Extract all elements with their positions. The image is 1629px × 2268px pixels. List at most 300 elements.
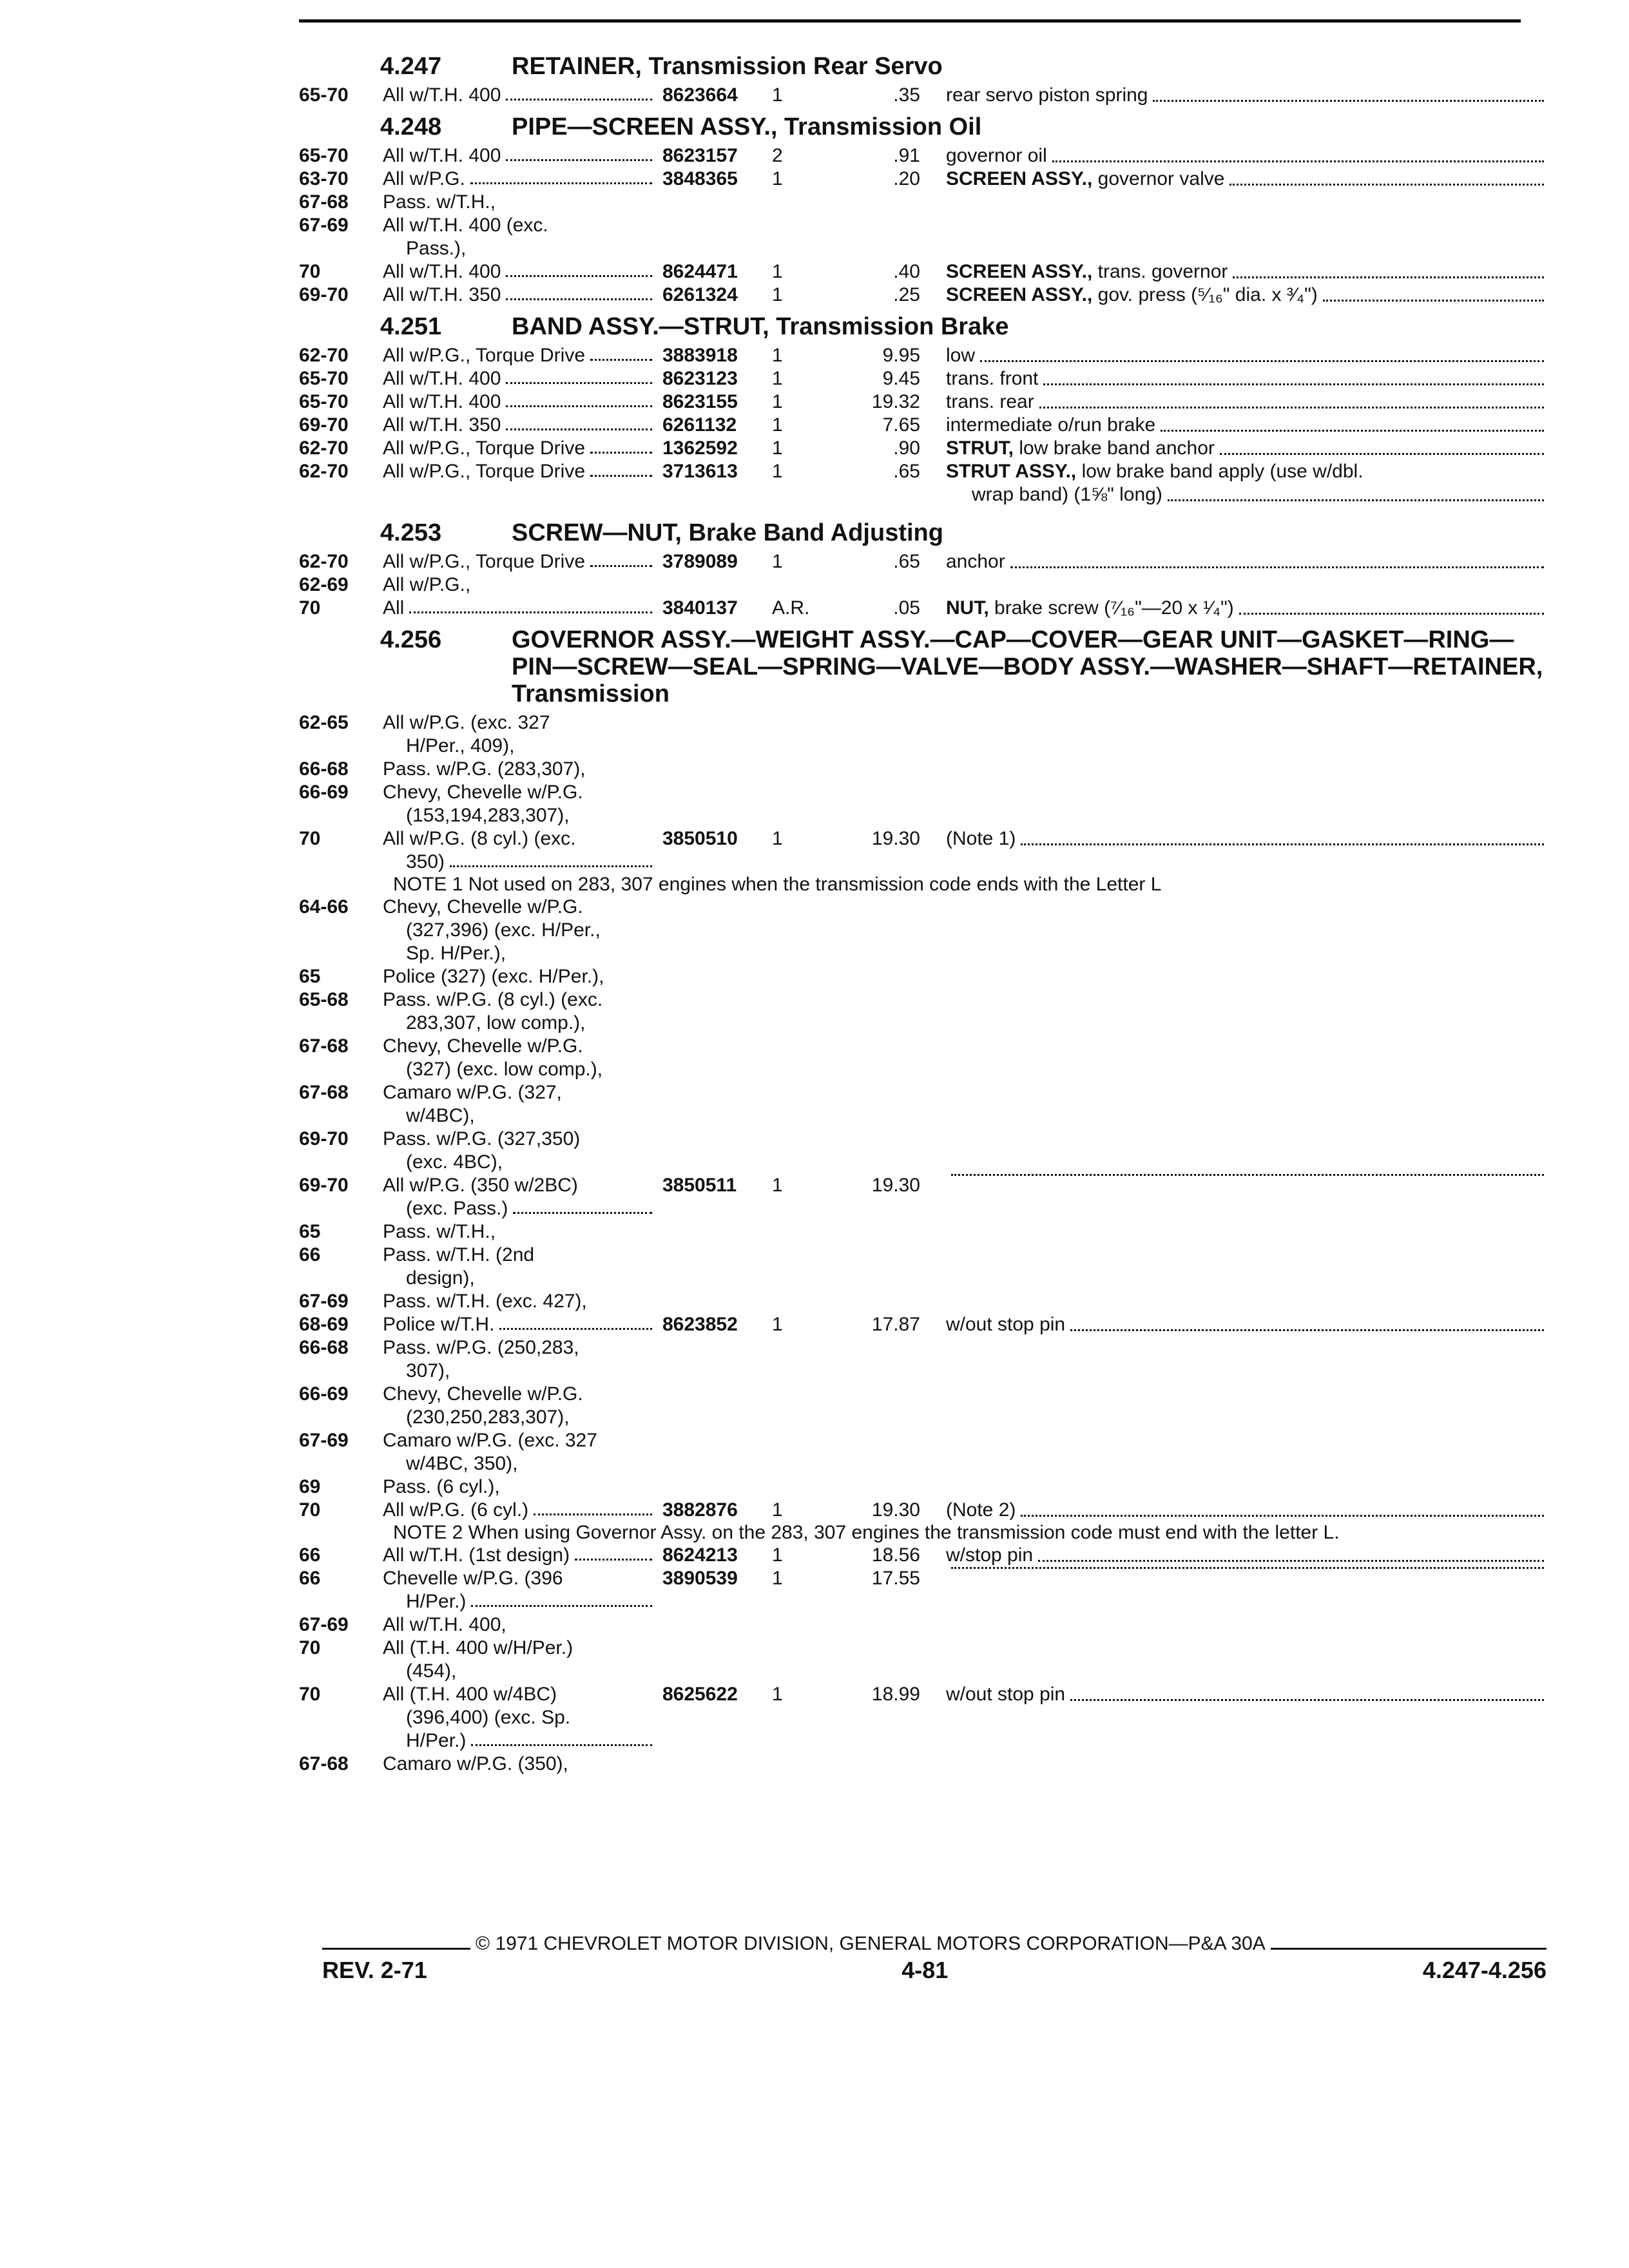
section-title: BAND ASSY.—STRUT, Transmission Brake <box>512 313 1009 340</box>
part-number: 8623157 <box>662 145 738 166</box>
application-line: H/Per.) <box>406 1591 467 1612</box>
parts-row <box>299 1081 1544 1128</box>
model-years: 62-70 <box>299 345 349 366</box>
application-leader <box>506 298 652 300</box>
application-line: All w/T.H. 350 <box>383 284 501 305</box>
description-text <box>946 1683 1065 1706</box>
part-number: 3890539 <box>662 1568 738 1589</box>
application <box>383 367 662 390</box>
section-number: 4.248 <box>380 113 442 140</box>
application-line: Camaro w/P.G. (327, <box>383 1082 562 1103</box>
parts-row <box>299 1035 1544 1081</box>
parts-row <box>299 597 1544 620</box>
description-text <box>946 1499 1016 1522</box>
quantity: 1 <box>772 345 783 366</box>
description-bold: STRUT ASSY., <box>946 461 1077 482</box>
parts-row <box>299 1383 1544 1429</box>
description-text <box>946 260 1228 284</box>
model-years: 67-69 <box>299 1430 349 1451</box>
part-number: 3883918 <box>662 345 738 366</box>
parts-row <box>299 1753 1544 1776</box>
section-heading <box>299 626 1544 707</box>
application <box>383 284 662 307</box>
parts-row <box>299 1499 1544 1522</box>
part-description <box>946 597 1544 620</box>
copyright-text: © 1971 CHEVROLET MOTOR DIVISION, GENERAL MOTORS CORPORATION—P&A 30A <box>476 1933 1266 1954</box>
model-years: 69-70 <box>299 414 349 436</box>
model-years: 67-69 <box>299 215 349 236</box>
page-number: 4-81 <box>901 1957 949 1983</box>
application-line: All w/T.H. 400 (exc. <box>383 215 548 236</box>
application-line: Police (327) (exc. H/Per.), <box>383 966 604 987</box>
application-line: Pass. w/T.H. (2nd <box>383 1244 535 1265</box>
application <box>383 550 662 573</box>
application <box>383 1567 662 1613</box>
parts-row <box>299 896 1544 965</box>
model-years: 64-66 <box>299 896 349 918</box>
quantity: A.R. <box>772 597 810 619</box>
model-years: 69-70 <box>299 1175 349 1196</box>
list-price: 9.45 <box>882 368 920 389</box>
description-bold: NUT, <box>946 597 989 619</box>
application-line: (230,250,283,307), <box>406 1407 570 1428</box>
application-line: H/Per., 409), <box>406 735 515 756</box>
footer-rule-left <box>322 1948 470 1950</box>
application-line: All w/P.G., Torque Drive <box>383 461 586 482</box>
parts-row <box>299 367 1544 390</box>
model-years: 69-70 <box>299 1128 349 1149</box>
parts-row <box>299 1336 1544 1383</box>
application-leader <box>590 452 652 454</box>
parts-row <box>299 437 1544 460</box>
application-line: All w/T.H. 400 <box>383 145 501 166</box>
application <box>383 1290 662 1313</box>
application <box>383 988 662 1035</box>
parts-row <box>299 390 1544 414</box>
application-line: All w/T.H. 400 <box>383 84 501 106</box>
description-text <box>946 84 1148 107</box>
application <box>383 1544 662 1567</box>
application-line: All w/T.H. 350 <box>383 414 501 436</box>
list-price: .25 <box>893 284 920 305</box>
application-line: (454), <box>406 1660 457 1682</box>
description-plain: intermediate o/run brake <box>946 414 1156 436</box>
description-plain: w/out stop pin <box>946 1314 1066 1335</box>
application <box>383 1499 662 1522</box>
model-years: 66-69 <box>299 782 349 803</box>
section-heading <box>299 313 1544 340</box>
application <box>383 1313 662 1336</box>
application <box>383 168 662 191</box>
application-line: Sp. H/Per.), <box>406 943 506 964</box>
list-price: 18.99 <box>871 1684 920 1705</box>
quantity: 1 <box>772 437 783 459</box>
description-plain: anchor <box>946 551 1005 572</box>
parts-catalog-page <box>299 46 1544 1776</box>
application-leader <box>470 182 652 184</box>
quantity: 2 <box>772 145 783 166</box>
parts-row <box>299 965 1544 988</box>
model-years: 66 <box>299 1544 321 1566</box>
description-text <box>946 144 1047 168</box>
application-leader <box>450 865 652 867</box>
application <box>383 1753 662 1776</box>
application <box>383 1244 662 1290</box>
parts-row <box>299 1613 1544 1637</box>
application-line: All <box>383 597 405 619</box>
description-bold: SCREEN ASSY., <box>946 168 1093 189</box>
parts-row <box>299 260 1544 284</box>
application-leader <box>534 1514 652 1515</box>
quantity: 1 <box>772 1314 783 1335</box>
section-heading <box>299 113 1544 140</box>
list-price: 7.65 <box>882 414 920 436</box>
part-description <box>946 1567 1544 1574</box>
parts-row <box>299 1637 1544 1683</box>
parts-row <box>299 1475 1544 1499</box>
section-title: PIPE—SCREEN ASSY., Transmission Oil <box>512 113 982 140</box>
model-years: 63-70 <box>299 168 349 189</box>
section-range: 4.247-4.256 <box>1422 1957 1547 1983</box>
application <box>383 1336 662 1383</box>
application-leader <box>506 405 652 407</box>
model-years: 66 <box>299 1568 321 1589</box>
model-years: 62-70 <box>299 551 349 572</box>
dot-leader <box>1229 184 1544 186</box>
application <box>383 827 662 874</box>
part-description <box>946 367 1544 390</box>
application-line: Pass. w/P.G. (8 cyl.) (exc. <box>383 989 603 1010</box>
dot-leader <box>951 1174 1544 1176</box>
description-text <box>946 460 1364 483</box>
part-description <box>946 414 1544 437</box>
application-line: (327) (exc. low comp.), <box>406 1059 603 1080</box>
footer-rule-right <box>1271 1948 1547 1950</box>
quantity: 1 <box>772 1684 783 1705</box>
application-line: All w/P.G., <box>383 574 471 595</box>
model-years: 62-69 <box>299 574 349 595</box>
parts-row <box>299 214 1544 260</box>
description-text <box>946 550 1005 573</box>
part-description <box>946 827 1544 850</box>
parts-row <box>299 827 1544 874</box>
description-text-2: wrap band) (1⅝" long) <box>972 484 1162 505</box>
dot-leader <box>1070 1699 1544 1701</box>
dot-leader <box>1039 407 1544 408</box>
application-line: Chevy, Chevelle w/P.G. <box>383 782 583 803</box>
model-years: 70 <box>299 261 321 282</box>
quantity: 1 <box>772 391 783 412</box>
application <box>383 1081 662 1128</box>
dot-leader <box>1010 566 1544 568</box>
description-text <box>946 344 975 367</box>
model-years: 70 <box>299 1499 321 1521</box>
parts-row <box>299 84 1544 107</box>
model-years: 62-65 <box>299 712 349 733</box>
application-leader <box>506 275 652 277</box>
quantity: 1 <box>772 1175 783 1196</box>
application <box>383 84 662 107</box>
footnote: NOTE 2 When using Governor Assy. on the 283, 307 engines the transmission code must end with the letter L. <box>393 1522 1340 1543</box>
part-number: 3850510 <box>662 828 738 849</box>
model-years: 67-69 <box>299 1291 349 1312</box>
description-continued <box>946 483 1544 506</box>
parts-row <box>299 144 1544 168</box>
description-plain: trans. front <box>946 368 1039 389</box>
application-line: (exc. Pass.) <box>406 1198 508 1219</box>
catalog-section <box>299 519 1544 620</box>
parts-row <box>299 1244 1544 1290</box>
application <box>383 711 662 758</box>
catalog-section <box>299 53 1544 107</box>
part-description <box>946 550 1544 573</box>
part-number: 8624213 <box>662 1544 738 1566</box>
part-description <box>946 344 1544 367</box>
application-line: All w/P.G. (exc. 327 <box>383 712 550 733</box>
model-years: 70 <box>299 597 321 619</box>
dot-leader <box>1070 1329 1544 1331</box>
part-number: 3713613 <box>662 461 738 482</box>
application <box>383 1475 662 1499</box>
part-number: 8625622 <box>662 1684 738 1705</box>
parts-row <box>299 573 1544 597</box>
application <box>383 460 662 483</box>
parts-row <box>299 168 1544 191</box>
quantity: 1 <box>772 1499 783 1521</box>
dot-leader <box>1220 453 1544 455</box>
description-plain: governor oil <box>946 145 1047 166</box>
part-number: 3850511 <box>662 1175 737 1196</box>
parts-row <box>299 781 1544 827</box>
part-description <box>946 284 1544 307</box>
dot-leader <box>1161 430 1544 432</box>
list-price: .20 <box>893 168 920 189</box>
description-text <box>946 284 1318 307</box>
catalog-section <box>299 113 1544 307</box>
application-leader <box>471 1744 652 1746</box>
dot-leader <box>980 360 1544 362</box>
application <box>383 1383 662 1429</box>
revision-label: REV. 2-71 <box>322 1957 427 1983</box>
model-years: 66 <box>299 1244 321 1265</box>
application-line: All w/T.H. 400 <box>383 261 501 282</box>
model-years: 67-68 <box>299 1035 349 1057</box>
application-line: All w/P.G. (350 w/2BC) <box>383 1175 578 1196</box>
list-price: .90 <box>893 437 920 459</box>
description-plain: governor valve <box>1097 168 1225 189</box>
application <box>383 1613 662 1637</box>
model-years: 67-69 <box>299 1614 349 1635</box>
part-number: 3789089 <box>662 551 738 572</box>
application-leader <box>590 565 652 567</box>
list-price: .65 <box>893 551 920 572</box>
part-description <box>946 144 1544 168</box>
application-line: Pass. w/T.H., <box>383 1221 496 1242</box>
parts-row <box>299 460 1544 506</box>
model-years: 67-68 <box>299 1753 349 1774</box>
model-years: 66-68 <box>299 1337 349 1358</box>
application-line: All (T.H. 400 w/4BC) <box>383 1684 557 1705</box>
dot-leader <box>1233 276 1544 278</box>
model-years: 70 <box>299 828 321 849</box>
application <box>383 573 662 597</box>
model-years: 66-69 <box>299 1383 349 1405</box>
application-leader <box>590 359 652 361</box>
section-title: GOVERNOR ASSY.—WEIGHT ASSY.—CAP—COVER—GEAR UNIT—GASKET—RING—PIN—SCREW—SEAL—SPRING—VALVE—BODY ASSY.—WASHER—SHAFT—RETAINER, Transmission <box>512 626 1543 707</box>
parts-row <box>299 1567 1544 1613</box>
application-line: 307), <box>406 1360 450 1381</box>
model-years: 65-70 <box>299 391 349 412</box>
application-line: Pass. w/P.G. (250,283, <box>383 1337 579 1358</box>
application-line: Pass.), <box>406 238 467 259</box>
application-line: 350) <box>406 851 445 872</box>
part-number: 3882876 <box>662 1499 738 1521</box>
description-bold: SCREEN ASSY., <box>946 261 1093 282</box>
dot-leader <box>1043 383 1544 385</box>
application-line: Camaro w/P.G. (350), <box>383 1753 568 1774</box>
dot-leader <box>951 1567 1544 1569</box>
description-plain: low brake band anchor <box>1019 437 1215 459</box>
application <box>383 260 662 284</box>
description-plain: low brake band apply (use w/dbl. <box>1081 461 1364 482</box>
description-plain: (Note 2) <box>946 1499 1016 1521</box>
application <box>383 758 662 781</box>
application-line: All w/T.H. 400 <box>383 391 501 412</box>
parts-row <box>299 1429 1544 1475</box>
application <box>383 1128 662 1174</box>
application-line: (exc. 4BC), <box>406 1151 503 1173</box>
list-price: .05 <box>893 597 920 619</box>
application-leader <box>471 1605 652 1607</box>
application <box>383 965 662 988</box>
model-years: 65 <box>299 1221 321 1242</box>
section-heading <box>299 53 1544 80</box>
application-line: Chevy, Chevelle w/P.G. <box>383 1383 583 1405</box>
application-leader <box>575 1559 652 1561</box>
application <box>383 414 662 437</box>
parts-row <box>299 988 1544 1035</box>
parts-row <box>299 758 1544 781</box>
part-number: 8623852 <box>662 1314 738 1335</box>
description-plain: trans. rear <box>946 391 1034 412</box>
description-plain: (Note 1) <box>946 828 1016 849</box>
parts-row <box>299 344 1544 367</box>
parts-row <box>299 1313 1544 1336</box>
model-years: 70 <box>299 1684 321 1705</box>
description-text <box>946 437 1215 460</box>
description-plain: rear servo piston spring <box>946 84 1148 106</box>
application-line: w/4BC, 350), <box>406 1453 518 1474</box>
application-line: All w/P.G. (6 cyl.) <box>383 1499 529 1521</box>
list-price: 19.30 <box>871 1175 920 1196</box>
model-years: 62-70 <box>299 461 349 482</box>
application-leader <box>513 1212 652 1214</box>
catalog-section <box>299 313 1544 506</box>
description-plain: brake screw (⁷⁄₁₆"—20 x ¹⁄₄") <box>994 597 1234 619</box>
description-text <box>946 168 1224 191</box>
application-line: design), <box>406 1267 475 1289</box>
application-line: Chevelle w/P.G. (396 <box>383 1568 563 1589</box>
application-line: Chevy, Chevelle w/P.G. <box>383 896 583 918</box>
description-plain: trans. governor <box>1097 261 1228 282</box>
part-number: 3848365 <box>662 168 738 189</box>
section-number: 4.253 <box>380 519 442 546</box>
application <box>383 1035 662 1081</box>
part-number: 8623664 <box>662 84 738 106</box>
list-price: .35 <box>893 84 920 106</box>
model-years: 65-68 <box>299 989 349 1010</box>
description-bold: STRUT, <box>946 437 1014 459</box>
application <box>383 1174 662 1220</box>
application-line: All (T.H. 400 w/H/Per.) <box>383 1637 574 1658</box>
description-text <box>946 1544 1033 1567</box>
description-text <box>946 390 1034 414</box>
parts-row <box>299 1290 1544 1313</box>
top-rule <box>299 19 1521 23</box>
part-description <box>946 390 1544 414</box>
parts-row <box>299 284 1544 307</box>
application-line: Pass. (6 cyl.), <box>383 1476 500 1497</box>
list-price: 19.30 <box>871 1499 920 1521</box>
application-line: Police w/T.H. <box>383 1314 495 1335</box>
parts-row <box>299 1174 1544 1220</box>
application-line: All w/P.G., Torque Drive <box>383 551 586 572</box>
application-line: All w/P.G., Torque Drive <box>383 437 586 459</box>
parts-row <box>299 414 1544 437</box>
application <box>383 1637 662 1683</box>
quantity: 1 <box>772 551 783 572</box>
quantity: 1 <box>772 261 783 282</box>
model-years: 67-68 <box>299 191 349 213</box>
application-leader <box>590 475 652 477</box>
catalog-section <box>299 626 1544 1776</box>
description-plain: low <box>946 345 976 366</box>
part-number: 6261324 <box>662 284 738 305</box>
application <box>383 1220 662 1244</box>
dot-leader <box>1323 300 1544 302</box>
application <box>383 437 662 460</box>
part-description <box>946 1313 1544 1336</box>
part-description <box>946 84 1544 107</box>
list-price: 17.55 <box>871 1568 920 1589</box>
quantity: 1 <box>772 414 783 436</box>
dot-leader <box>1239 613 1544 615</box>
part-description <box>946 1174 1544 1181</box>
application-line: (327,396) (exc. H/Per., <box>406 919 601 941</box>
list-price: 19.30 <box>871 828 920 849</box>
application-leader <box>506 428 652 430</box>
part-description <box>946 168 1544 191</box>
part-description <box>946 1544 1544 1567</box>
parts-row <box>299 550 1544 573</box>
application <box>383 781 662 827</box>
quantity: 1 <box>772 168 783 189</box>
model-years: 70 <box>299 1637 321 1658</box>
application-line: Chevy, Chevelle w/P.G. <box>383 1035 583 1057</box>
application <box>383 214 662 260</box>
section-heading <box>299 519 1544 546</box>
application-leader <box>506 382 652 384</box>
application-line: H/Per.) <box>406 1730 467 1751</box>
application <box>383 390 662 414</box>
quantity: 1 <box>772 828 783 849</box>
application <box>383 1429 662 1475</box>
parts-row <box>299 1220 1544 1244</box>
part-number: 8624471 <box>662 261 738 282</box>
section-title: RETAINER, Transmission Rear Servo <box>512 53 943 80</box>
list-price: .91 <box>893 145 920 166</box>
parts-row <box>299 1683 1544 1753</box>
